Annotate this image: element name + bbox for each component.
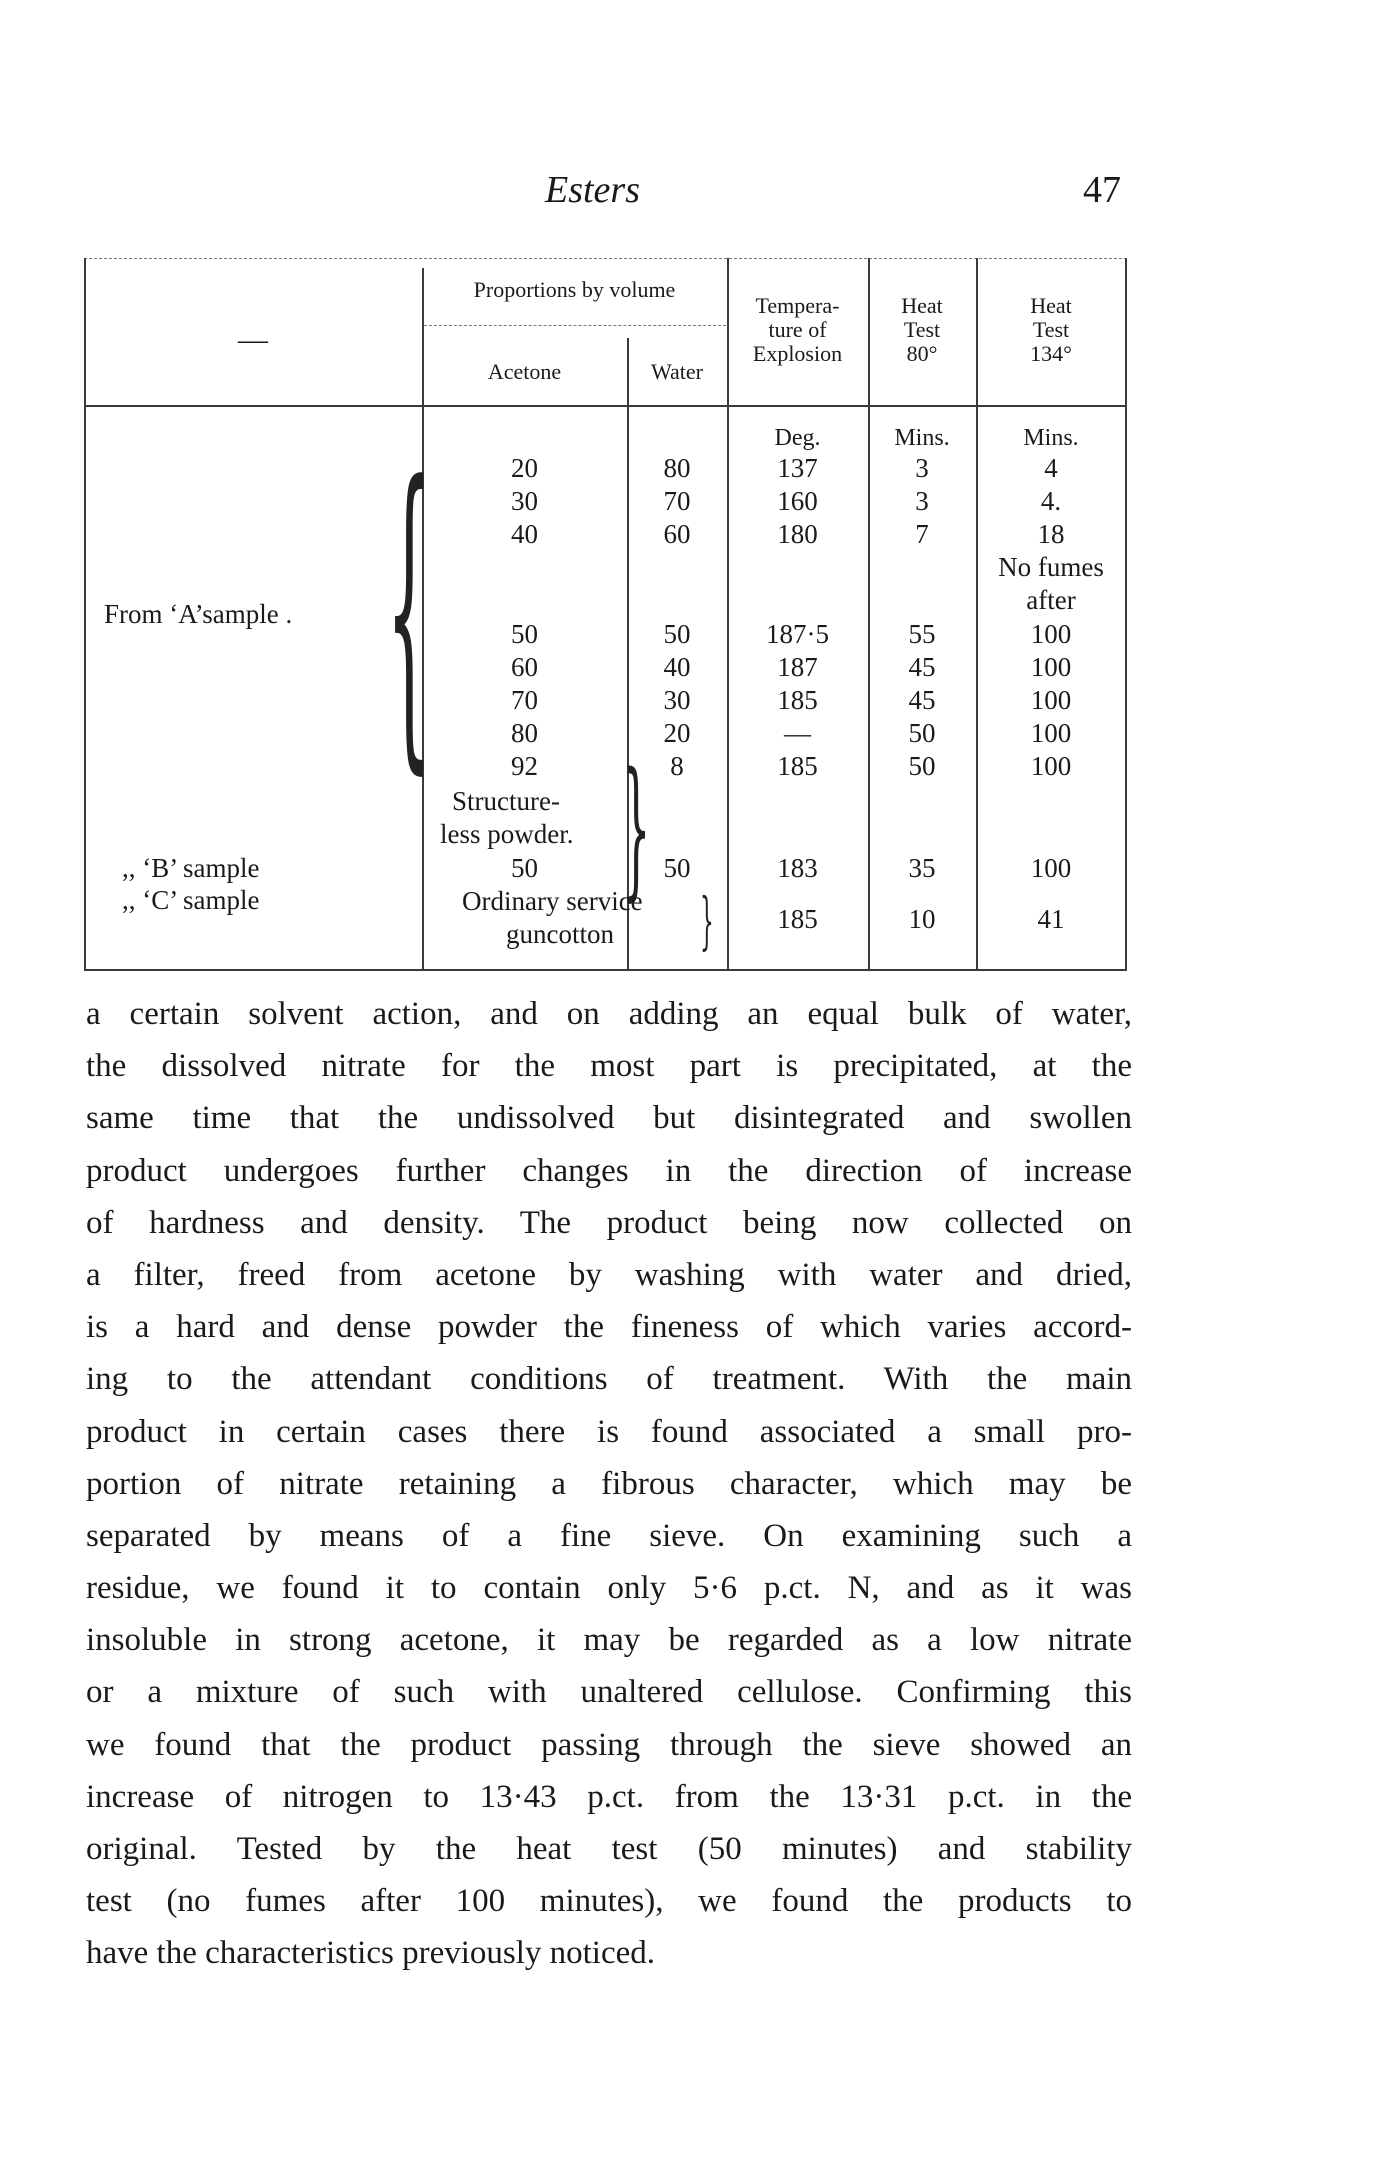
- header-temperature: Tempera- ture of Explosion: [752, 293, 843, 366]
- table-cell: 185: [777, 904, 818, 934]
- page-number: 47: [1083, 169, 1121, 211]
- table-top-rule: [84, 258, 1127, 259]
- table-cell: 20: [663, 718, 691, 748]
- group-label-a: From ‘A’sample .: [104, 599, 293, 629]
- table-cell: 3: [915, 486, 929, 516]
- table-cell: 100: [1030, 652, 1072, 682]
- table-cell: 45: [908, 685, 936, 715]
- text-line: original. Tested by the heat test (50 minutes) and stability: [86, 1831, 1132, 1867]
- table-cell: 20: [511, 453, 538, 483]
- text-line: portion of nitrate retaining a fibrous character, which may be: [86, 1465, 1132, 1502]
- table-cell: 60: [663, 519, 691, 549]
- header-acetone: Acetone: [487, 359, 562, 384]
- text-line: we found that the product passing through the sieve showed an: [86, 1726, 1132, 1763]
- running-head: [0, 168, 1374, 228]
- guncotton-brace: }: [700, 884, 714, 957]
- table-cell: 100: [1030, 685, 1072, 715]
- table-cell: 183: [777, 853, 818, 883]
- table-cell: 160: [777, 486, 818, 516]
- text-line: product undergoes further changes in the direction of increase: [86, 1152, 1132, 1189]
- text-line: a filter, freed from acetone by washing with water and dried,: [86, 1256, 1132, 1293]
- group-a-brace: {: [386, 417, 433, 801]
- text-line: same time that the undissolved but disintegrated and swollen: [86, 1100, 1132, 1137]
- table-cell: 3: [915, 453, 929, 483]
- table-cell: 40: [511, 519, 538, 549]
- table-cell: 45: [908, 652, 936, 682]
- table-cell: 185: [777, 685, 818, 715]
- header-heat-test-80: Heat Test 80°: [901, 293, 943, 366]
- table-cell: 70: [511, 685, 538, 715]
- table-cell: 50: [908, 751, 936, 781]
- table-cell: Ordinary service: [462, 886, 643, 916]
- text-line: or a mixture of such with unaltered cellulose. Confirming this: [86, 1674, 1132, 1711]
- text-line: separated by means of a fine sieve. On examining such a: [86, 1517, 1132, 1554]
- table-cell: 187: [777, 652, 818, 682]
- table-cell: less powder.: [440, 819, 574, 849]
- text-line: the dissolved nitrate for the most part is precipitated, at the: [86, 1048, 1132, 1085]
- table-cell: 80: [663, 453, 691, 483]
- body-paragraph: [86, 988, 1132, 1980]
- table-cell: 4.: [1040, 486, 1062, 516]
- text-line: ing to the attendant conditions of treatment. With the main: [86, 1361, 1132, 1398]
- table-cell: 100: [1030, 619, 1072, 649]
- table-cell: 55: [908, 619, 936, 649]
- table-cell: 35: [908, 853, 936, 883]
- table-cell: 185: [777, 751, 818, 781]
- text-line: have the characteristics previously noticed.: [86, 1935, 656, 1972]
- text-line: of hardness and density. The product being now collected on: [86, 1204, 1132, 1241]
- table-cell: —: [784, 718, 811, 748]
- table-cell: 137: [777, 453, 818, 483]
- table-cell: 70: [663, 486, 691, 516]
- text-line: insoluble in strong acetone, it may be regarded as a low nitrate: [86, 1622, 1132, 1659]
- unit-heat80: Mins.: [894, 425, 950, 451]
- table-cell: 18: [1037, 519, 1065, 549]
- table-cell: 7: [915, 519, 929, 549]
- table-cell: 100: [1030, 751, 1072, 781]
- running-title: Esters: [545, 169, 640, 211]
- table-cell: 41: [1037, 904, 1065, 934]
- unit-temperature: Deg.: [774, 425, 821, 451]
- table-left-rule: [84, 258, 86, 971]
- header-water: Water: [651, 359, 703, 384]
- table-cell: 60: [511, 652, 538, 682]
- group-label-b: ,, ‘B’ sample: [122, 853, 260, 883]
- table-cell: 10: [908, 904, 936, 934]
- table-cell: 4: [1044, 453, 1058, 483]
- text-line: a certain solvent action, and on adding an equal bulk of water,: [86, 996, 1132, 1032]
- group-label-c: ,, ‘C’ sample: [122, 885, 260, 915]
- table-cell: 40: [663, 652, 691, 682]
- table-cell: 30: [511, 486, 538, 516]
- table-cell: 50: [663, 619, 691, 649]
- data-table: [84, 258, 1127, 972]
- proportions-rule: [424, 325, 726, 326]
- table-cell: guncotton: [506, 919, 614, 949]
- table-cell: Structure-: [452, 786, 560, 816]
- table-cell: 50: [511, 853, 538, 883]
- table-cell: 180: [777, 519, 818, 549]
- table-cell: 100: [1030, 718, 1072, 748]
- table-cell: 80: [511, 718, 538, 748]
- text-line: product in certain cases there is found associated a small pro-: [86, 1413, 1132, 1450]
- table-bottom-rule: [84, 969, 1127, 971]
- text-line: residue, we found it to contain only 5·6 p.ct. N, and as it was: [86, 1570, 1132, 1607]
- table-cell: 50: [908, 718, 936, 748]
- table-cell: 50: [663, 853, 691, 883]
- table-cell: 92: [511, 751, 538, 781]
- table-cell: after: [1026, 585, 1076, 615]
- table-cell: 100: [1030, 853, 1072, 883]
- row-header-placeholder: —: [238, 323, 268, 356]
- table-cell: 50: [511, 619, 538, 649]
- text-line: increase of nitrogen to 13·43 p.ct. from the 13·31 p.ct. in the: [86, 1778, 1132, 1815]
- header-bottom-rule: [84, 405, 1127, 407]
- table-cell: 187·5: [766, 619, 829, 649]
- table-cell: 30: [663, 685, 691, 715]
- unit-heat134: Mins.: [1023, 425, 1079, 451]
- header-heat-test-134: Heat Test 134°: [1030, 293, 1072, 366]
- text-line: is a hard and dense powder the fineness of which varies accord-: [86, 1309, 1132, 1346]
- text-line: test (no fumes after 100 minutes), we found the products to: [86, 1883, 1132, 1920]
- structureless-brace: }: [622, 754, 651, 928]
- table-cell: 8: [670, 751, 684, 781]
- table-cell: No fumes: [998, 552, 1104, 582]
- header-proportions: Proportions by volume: [473, 277, 676, 302]
